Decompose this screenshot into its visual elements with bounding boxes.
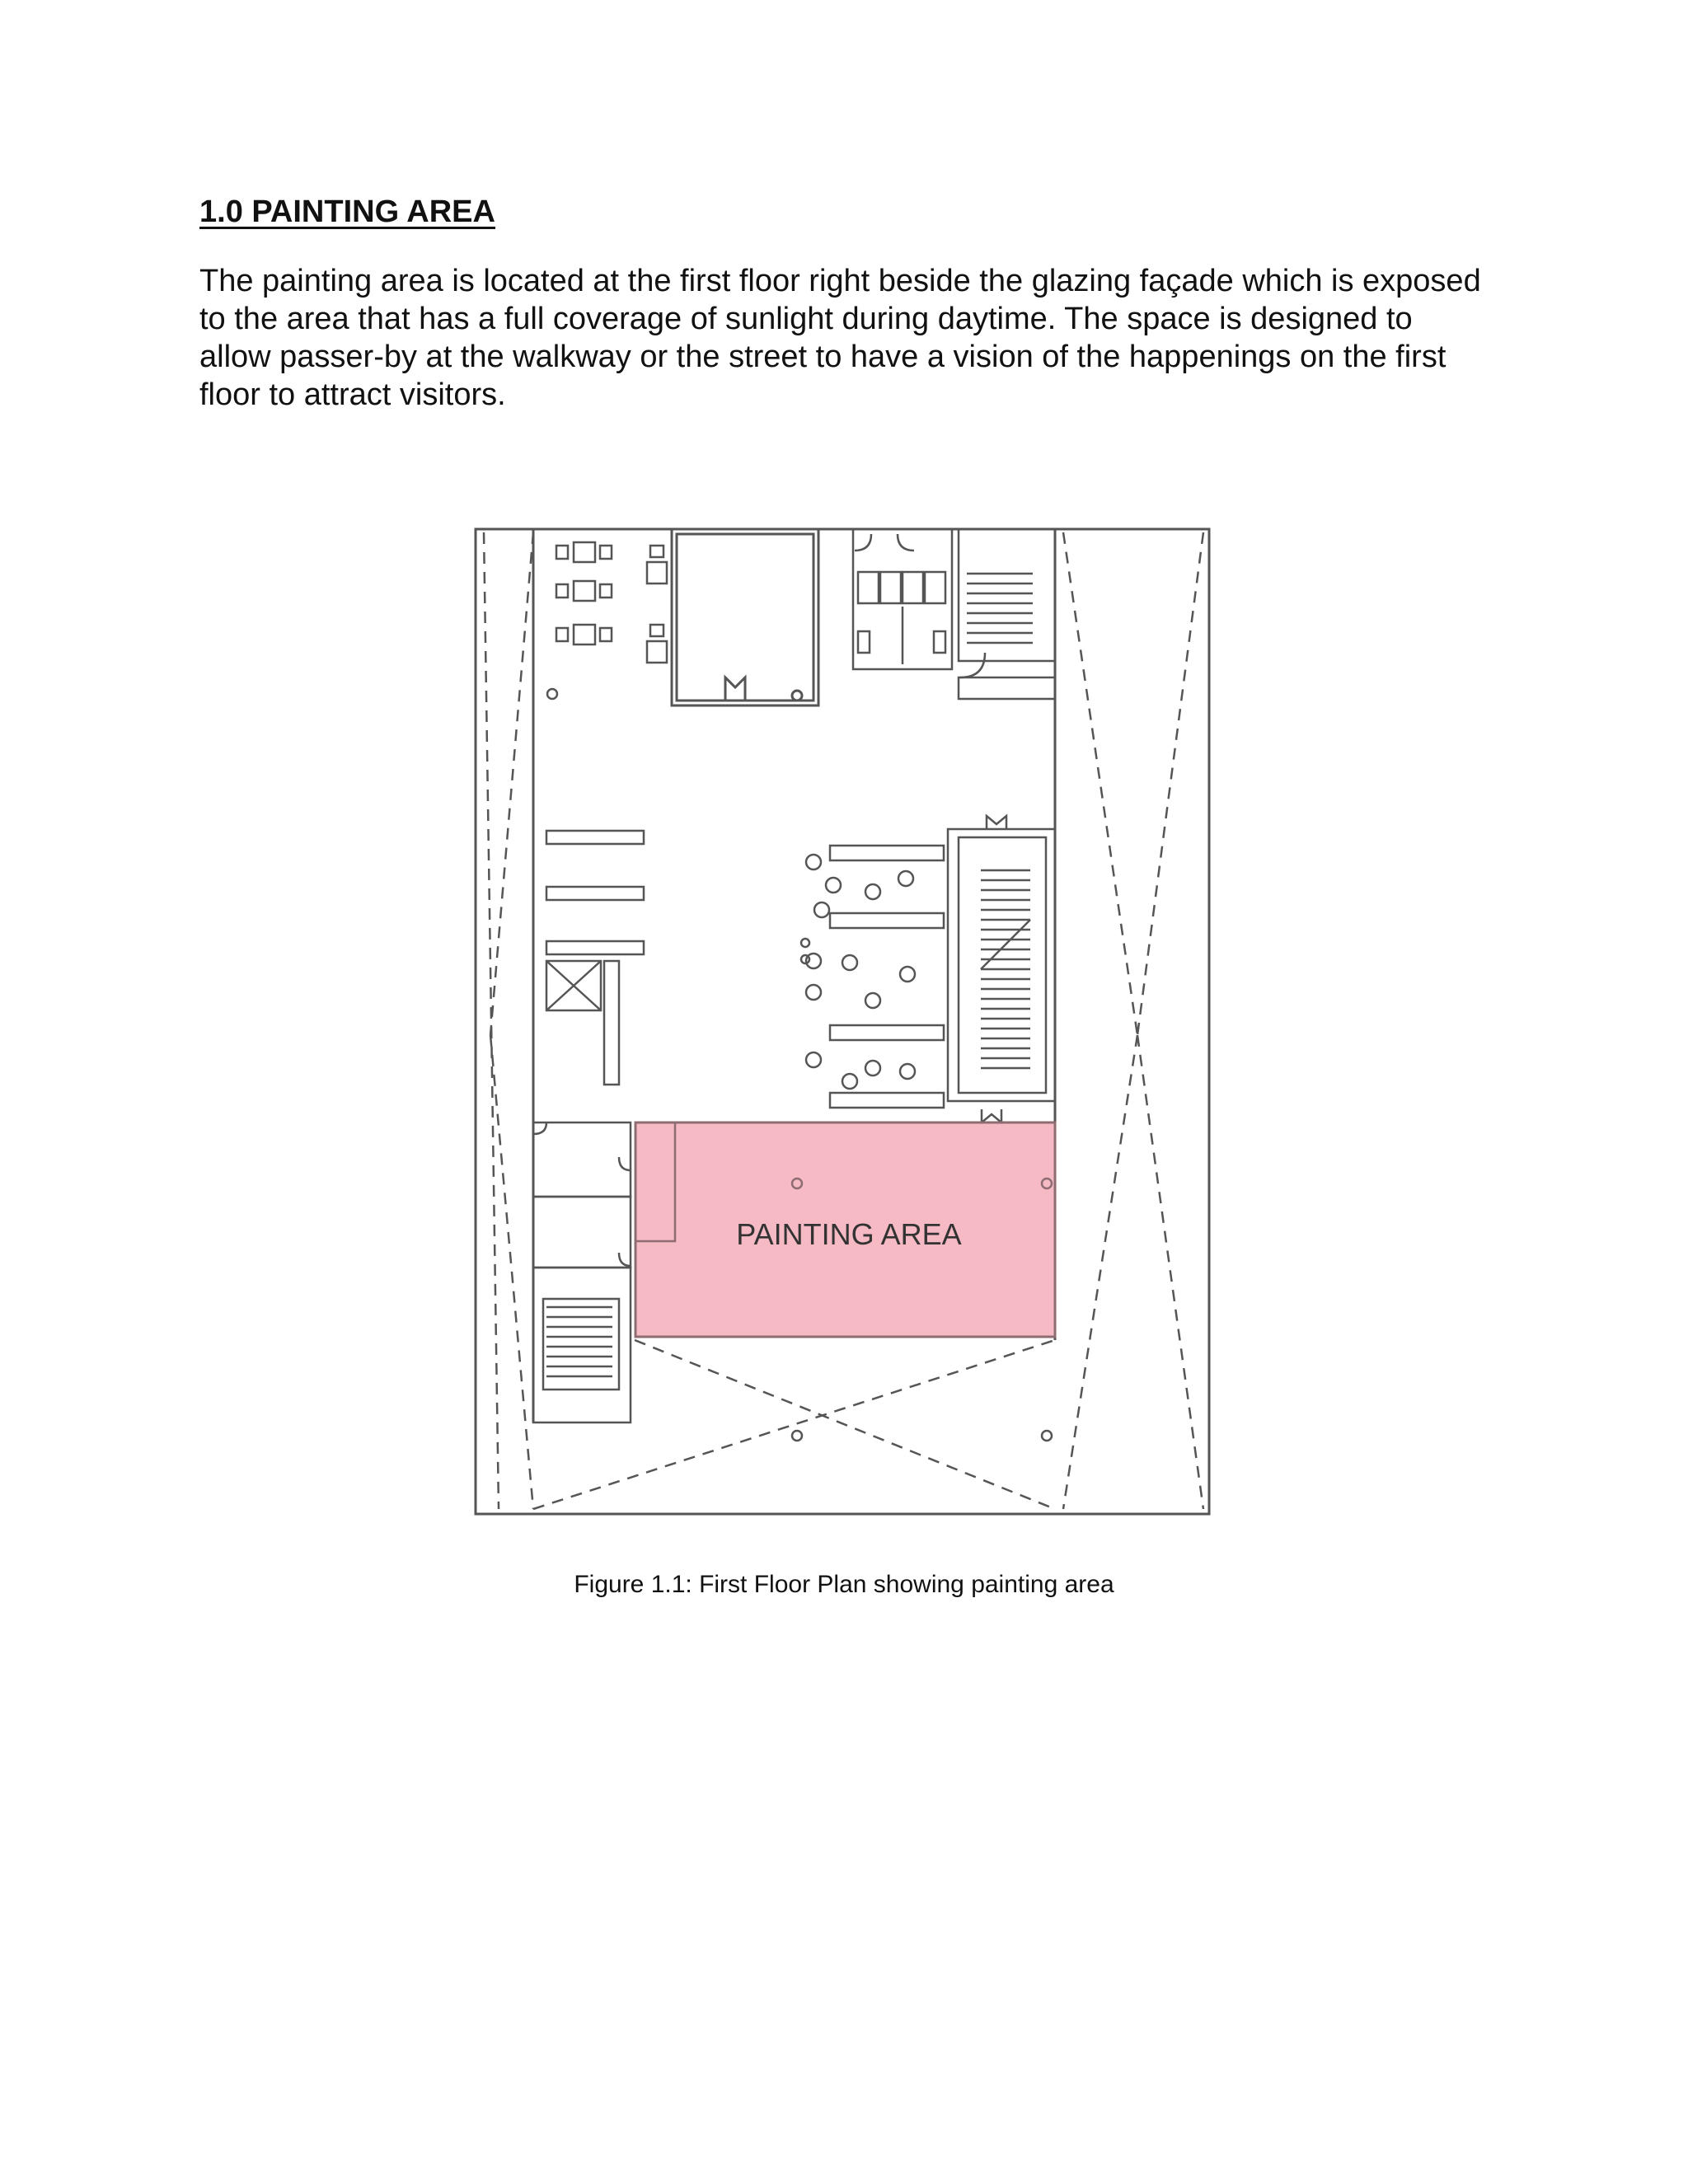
- figure-caption: Figure 1.1: First Floor Plan showing painting area: [574, 1571, 1114, 1598]
- toilets: [853, 529, 952, 669]
- section-paragraph: The painting area is located at the first floor right beside the glazing façade which is exposed to the area that has a full coverage of sunlight during daytime. The space is designed to allow passer-by at the walkway or the street to have a vision of the happenings on the first floor to attract visitors.: [199, 264, 1481, 412]
- painting-area-label: PAINTING AREA: [736, 1217, 962, 1251]
- kitchen-room: [672, 529, 818, 705]
- staircase-center: [948, 816, 1055, 1122]
- glazing-lines: [484, 532, 1203, 1509]
- section-heading: 1.0 PAINTING AREA: [199, 194, 495, 229]
- staircase-top-right: [959, 529, 1055, 699]
- dining-tables: [547, 542, 667, 699]
- gallery-seating: [801, 846, 944, 1108]
- left-walls: [546, 831, 644, 1085]
- lower-left-rooms: [533, 1122, 631, 1422]
- first-floor-plan: [474, 524, 1212, 1520]
- column-markers: [792, 1431, 1052, 1441]
- painting-area-zone: [635, 1122, 1055, 1337]
